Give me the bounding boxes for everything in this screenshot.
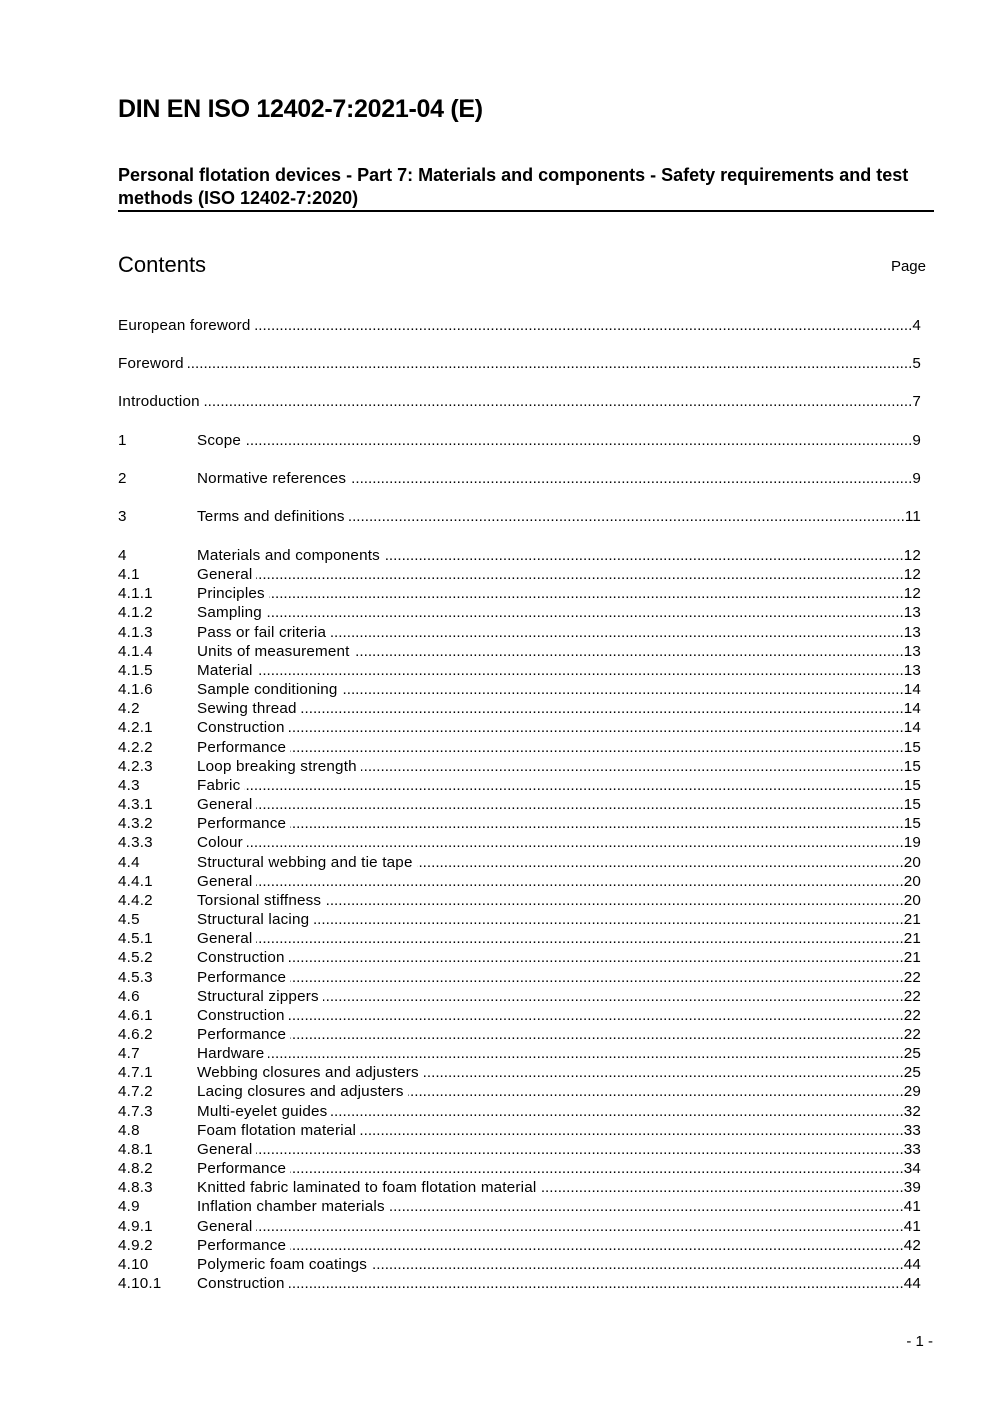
toc-entry-page: 15 [903, 757, 921, 775]
toc-entry[interactable] [118, 1044, 921, 1063]
toc-entry-number: 4.5 [118, 911, 140, 929]
toc-entry-number: 4.1.1 [118, 585, 153, 603]
toc-entry-page: 12 [903, 585, 921, 603]
toc-dot-leader [289, 1006, 904, 1025]
toc-entry-label: Introduction [118, 393, 200, 410]
toc-dot-leader [245, 431, 912, 450]
document-subtitle: Personal flotation devices - Part 7: Materials and components - Safety requirements and test methods (ISO 12402-7:2020) [118, 165, 909, 208]
toc-entry-label: Structural lacing [197, 911, 310, 929]
toc-dot-leader [361, 757, 904, 776]
toc-entry-label: General [197, 796, 253, 814]
toc-entry-number: 4.3.2 [118, 815, 153, 833]
toc-entry-number: 4 [118, 547, 127, 564]
toc-entry[interactable] [118, 776, 921, 795]
toc-entry-number: 4.4 [118, 853, 140, 871]
toc-entry[interactable] [118, 1063, 921, 1082]
toc-dot-leader [384, 546, 904, 565]
toc-entry-page: 14 [903, 700, 921, 718]
toc-entry-label: Sample conditioning [197, 681, 338, 699]
toc-dot-leader [325, 891, 903, 910]
toc-dot-leader [269, 584, 904, 603]
toc-entry-label: Construction [197, 949, 285, 967]
toc-dot-leader [244, 776, 903, 795]
toc-entry-page: 11 [904, 508, 921, 525]
toc-entry-page: 22 [903, 968, 921, 986]
toc-entry[interactable] [118, 661, 921, 680]
toc-entry[interactable] [118, 1197, 921, 1216]
toc-dot-leader [408, 1082, 904, 1101]
toc-entry[interactable] [118, 699, 921, 718]
toc-dot-leader [290, 1159, 904, 1178]
toc-entry-page: 41 [903, 1217, 921, 1235]
toc-dot-leader [256, 929, 903, 948]
toc-entry-page: 34 [903, 1160, 921, 1178]
toc-entry-number: 3 [118, 508, 127, 525]
toc-entry-page: 44 [903, 1255, 921, 1273]
toc-entry[interactable] [118, 718, 921, 737]
toc-entry-number: 4.9.2 [118, 1236, 153, 1254]
toc-dot-leader [257, 661, 904, 680]
toc-dot-leader [256, 1217, 903, 1236]
toc-entry[interactable] [118, 1025, 921, 1044]
toc-entry-page: 15 [903, 738, 921, 756]
toc-entry-number: 4.7.2 [118, 1083, 153, 1101]
toc-entry-number: 4.7 [118, 1045, 140, 1063]
toc-dot-leader [360, 1121, 904, 1140]
toc-entry[interactable] [118, 1274, 921, 1293]
toc-entry-number: 4.3.1 [118, 796, 153, 814]
toc-entry[interactable] [118, 354, 921, 373]
toc-entry-label: Structural zippers [197, 987, 319, 1005]
toc-dot-leader [290, 1025, 904, 1044]
toc-entry-page: 13 [903, 661, 921, 679]
toc-entry-number: 4.8 [118, 1121, 140, 1139]
toc-entry-label: Construction [197, 1275, 285, 1293]
toc-dot-leader [313, 910, 903, 929]
toc-entry[interactable] [118, 431, 921, 450]
toc-dot-leader [349, 507, 905, 526]
toc-entry-page: 13 [903, 604, 921, 622]
toc-entry-page: 7 [912, 393, 921, 410]
toc-entry[interactable] [118, 1006, 921, 1025]
toc-entry[interactable] [118, 948, 921, 967]
toc-entry-label: Polymeric foam coatings [197, 1255, 368, 1273]
toc-entry-number: 4.7.1 [118, 1064, 153, 1082]
toc-entry-page: 33 [903, 1140, 921, 1158]
toc-dot-leader [290, 738, 904, 757]
toc-entry-label: Lacing closures and adjusters [197, 1083, 404, 1101]
toc-entry-page: 9 [912, 432, 921, 449]
toc-entry-page: 21 [903, 949, 921, 967]
toc-entry-number: 4.8.1 [118, 1140, 153, 1158]
toc-entry-page: 13 [903, 642, 921, 660]
toc-entry-page: 13 [903, 623, 921, 641]
toc-entry[interactable] [118, 642, 921, 661]
toc-dot-leader [331, 1102, 903, 1121]
toc-entry-number: 4.2 [118, 700, 140, 718]
toc-entry-label: European foreword [118, 317, 251, 334]
toc-dot-leader [204, 392, 913, 411]
toc-entry-number: 4.5.1 [118, 930, 153, 948]
toc-entry-page: 4 [912, 317, 921, 334]
toc-entry-number: 4.5.2 [118, 949, 153, 967]
toc-entry-number: 4.4.2 [118, 891, 153, 909]
toc-entry-label: Units of measurement [197, 642, 350, 660]
toc-dot-leader [290, 814, 904, 833]
toc-entry-page: 39 [903, 1179, 921, 1197]
toc-entry-number: 4.2.2 [118, 738, 153, 756]
toc-entry-page: 15 [903, 815, 921, 833]
toc-entry-page: 20 [903, 853, 921, 871]
toc-entry-number: 4.4.1 [118, 872, 153, 890]
toc-entry[interactable] [118, 546, 921, 565]
toc-entry-page: 22 [903, 1026, 921, 1043]
toc-entry-page: 21 [903, 911, 921, 929]
toc-entry[interactable] [118, 1178, 921, 1197]
toc-entry-label: Construction [197, 1006, 285, 1024]
toc-entry-label: Colour [197, 834, 243, 852]
toc-dot-leader [540, 1178, 903, 1197]
toc-entry-label: Inflation chamber materials [197, 1198, 385, 1216]
toc-entry-label: Torsional stiffness [197, 891, 322, 909]
toc-entry[interactable] [118, 507, 921, 526]
toc-dot-leader [290, 968, 904, 987]
toc-entry-number: 4.5.3 [118, 968, 153, 986]
toc-entry-page: 29 [903, 1083, 921, 1101]
toc-entry-page: 12 [903, 566, 921, 584]
toc-entry-number: 4.1.2 [118, 604, 153, 622]
toc-entry-page: 42 [903, 1236, 921, 1254]
toc-dot-leader [256, 795, 903, 814]
toc-dot-leader [289, 1274, 904, 1293]
toc-entry-label: Foam flotation material [197, 1121, 357, 1139]
toc-dot-leader [256, 565, 903, 584]
toc-entry-number: 4.8.3 [118, 1179, 153, 1197]
toc-dot-leader [330, 623, 904, 642]
toc-dot-leader [389, 1197, 904, 1216]
toc-entry-number: 4.1.4 [118, 642, 153, 660]
toc-entry[interactable] [118, 603, 921, 622]
toc-entry-label: Performance [197, 1026, 287, 1043]
toc-entry-page: 15 [903, 796, 921, 814]
toc-dot-leader [188, 354, 913, 373]
toc-entry-label: Loop breaking strength [197, 757, 357, 775]
toc-entry-label: Scope [197, 432, 242, 449]
toc-entry[interactable] [118, 565, 921, 584]
toc-dot-leader [289, 948, 904, 967]
toc-entry-label: Performance [197, 1236, 287, 1254]
toc-entry-number: 4.2.1 [118, 719, 153, 737]
toc-entry-label: Structural webbing and tie tape [197, 853, 413, 871]
toc-entry-label: General [197, 1217, 253, 1235]
toc-dot-leader [323, 987, 904, 1006]
toc-entry-page: 21 [903, 930, 921, 948]
toc-entry-number: 4.1.3 [118, 623, 153, 641]
toc-entry[interactable] [118, 1255, 921, 1274]
toc-entry[interactable] [118, 814, 921, 833]
toc-entry[interactable] [118, 1159, 921, 1178]
toc-entry-label: Hardware [197, 1045, 265, 1063]
toc-entry-number: 4.3 [118, 776, 140, 794]
toc-entry-number: 4.1.5 [118, 661, 153, 679]
toc-entry-label: Performance [197, 968, 287, 986]
toc-dot-leader [268, 1044, 903, 1063]
toc-entry-number: 4.9.1 [118, 1217, 153, 1235]
toc-entry-number: 4.3.3 [118, 834, 153, 852]
toc-entry-label: Performance [197, 738, 287, 756]
toc-entry-number: 4.6 [118, 987, 140, 1005]
toc-entry[interactable] [118, 929, 921, 948]
toc-entry[interactable] [118, 987, 921, 1006]
toc-entry-page: 12 [903, 547, 921, 564]
toc-entry-label: Multi-eyelet guides [197, 1102, 328, 1120]
toc-entry-label: Construction [197, 719, 285, 737]
toc-entry-page: 5 [912, 355, 921, 372]
toc-entry-page: 14 [903, 681, 921, 699]
toc-dot-leader [255, 316, 913, 335]
toc-entry-page: 25 [903, 1045, 921, 1063]
toc-entry-page: 19 [903, 834, 921, 852]
toc-entry-label: Principles [197, 585, 265, 603]
toc-dot-leader [247, 833, 904, 852]
toc-entry-number: 4.2.3 [118, 757, 153, 775]
toc-entry[interactable] [118, 968, 921, 987]
toc-entry[interactable] [118, 623, 921, 642]
toc-entry[interactable] [118, 1121, 921, 1140]
toc-dot-leader [354, 642, 904, 661]
toc-dot-leader [342, 680, 904, 699]
toc-entry-label: Knitted fabric laminated to foam flotation material [197, 1179, 537, 1197]
toc-entry-label: General [197, 566, 253, 584]
toc-entry-number: 4.1 [118, 566, 140, 584]
toc-entry-label: Webbing closures and adjusters [197, 1064, 419, 1082]
toc-entry-label: General [197, 930, 253, 948]
toc-entry[interactable] [118, 891, 921, 910]
toc-dot-leader [290, 1236, 904, 1255]
toc-entry-number: 1 [118, 432, 127, 449]
toc-dot-leader [289, 718, 904, 737]
toc-entry-page: 32 [903, 1102, 921, 1120]
toc-dot-leader [423, 1063, 904, 1082]
toc-entry-label: Pass or fail criteria [197, 623, 327, 641]
contents-heading: Contents [118, 252, 207, 277]
toc-entry-page: 33 [903, 1121, 921, 1139]
toc-entry[interactable] [118, 853, 921, 872]
toc-entry-label: Material [197, 661, 253, 679]
toc-entry[interactable] [118, 392, 921, 411]
toc-entry-label: Sampling [197, 604, 262, 622]
document-title: DIN EN ISO 12402-7:2021-04 (E) [118, 95, 483, 123]
toc-entry-label: Terms and definitions [197, 508, 345, 525]
toc-dot-leader [301, 699, 904, 718]
toc-entry[interactable] [118, 1102, 921, 1121]
toc-entry[interactable] [118, 833, 921, 852]
toc-entry-label: Fabric [197, 776, 241, 794]
toc-entry-label: Performance [197, 815, 287, 833]
toc-entry-label: Sewing thread [197, 700, 297, 718]
toc-entry-number: 4.10 [118, 1255, 149, 1273]
toc-entry-page: 41 [903, 1198, 921, 1216]
toc-entry-number: 4.1.6 [118, 681, 153, 699]
page-number: - 1 - [906, 1333, 933, 1350]
toc-entry-label: General [197, 1140, 253, 1158]
toc-entry-page: 15 [903, 776, 921, 794]
toc-dot-leader [417, 853, 904, 872]
toc-dot-leader [256, 1140, 903, 1159]
toc-entry-label: Foreword [118, 355, 184, 372]
toc-entry-number: 4.10.1 [118, 1275, 162, 1293]
toc-entry-page: 44 [903, 1275, 921, 1293]
toc-entry-number: 4.6.2 [118, 1026, 153, 1043]
toc-entry-number: 4.6.1 [118, 1006, 153, 1024]
toc-entry[interactable] [118, 316, 921, 335]
toc-entry-label: General [197, 872, 253, 890]
toc-entry[interactable] [118, 738, 921, 757]
toc-entry-label: Performance [197, 1160, 287, 1178]
page-column-heading: Page [890, 258, 926, 275]
toc-entry-page: 25 [903, 1064, 921, 1082]
toc-entry-page: 22 [903, 987, 921, 1005]
toc-entry-number: 2 [118, 470, 127, 487]
toc-entry-number: 4.9 [118, 1198, 140, 1216]
toc-entry[interactable] [118, 795, 921, 814]
toc-entry[interactable] [118, 910, 921, 929]
toc-entry[interactable] [118, 757, 921, 776]
toc-dot-leader [371, 1255, 904, 1274]
toc-entry[interactable] [118, 584, 921, 603]
toc-entry-number: 4.7.3 [118, 1102, 153, 1120]
toc-entry-label: Materials and components [197, 547, 380, 564]
toc-dot-leader [266, 603, 904, 622]
toc-entry-page: 20 [903, 891, 921, 909]
toc-entry[interactable] [118, 469, 921, 488]
toc-dot-leader [256, 872, 903, 891]
toc-entry-number: 4.8.2 [118, 1160, 153, 1178]
title-divider [118, 210, 934, 212]
toc-entry-label: Normative references [197, 470, 347, 487]
toc-entry-page: 14 [903, 719, 921, 737]
toc-entry[interactable] [118, 1140, 921, 1159]
toc-entry[interactable] [118, 1082, 921, 1101]
toc-entry[interactable] [118, 872, 921, 891]
toc-entry-page: 22 [903, 1006, 921, 1024]
toc-entry[interactable] [118, 1217, 921, 1236]
toc-entry-page: 9 [912, 470, 921, 487]
toc-entry-page: 20 [903, 872, 921, 890]
toc-dot-leader [350, 469, 912, 488]
toc-entry[interactable] [118, 680, 921, 699]
toc-entry[interactable] [118, 1236, 921, 1255]
